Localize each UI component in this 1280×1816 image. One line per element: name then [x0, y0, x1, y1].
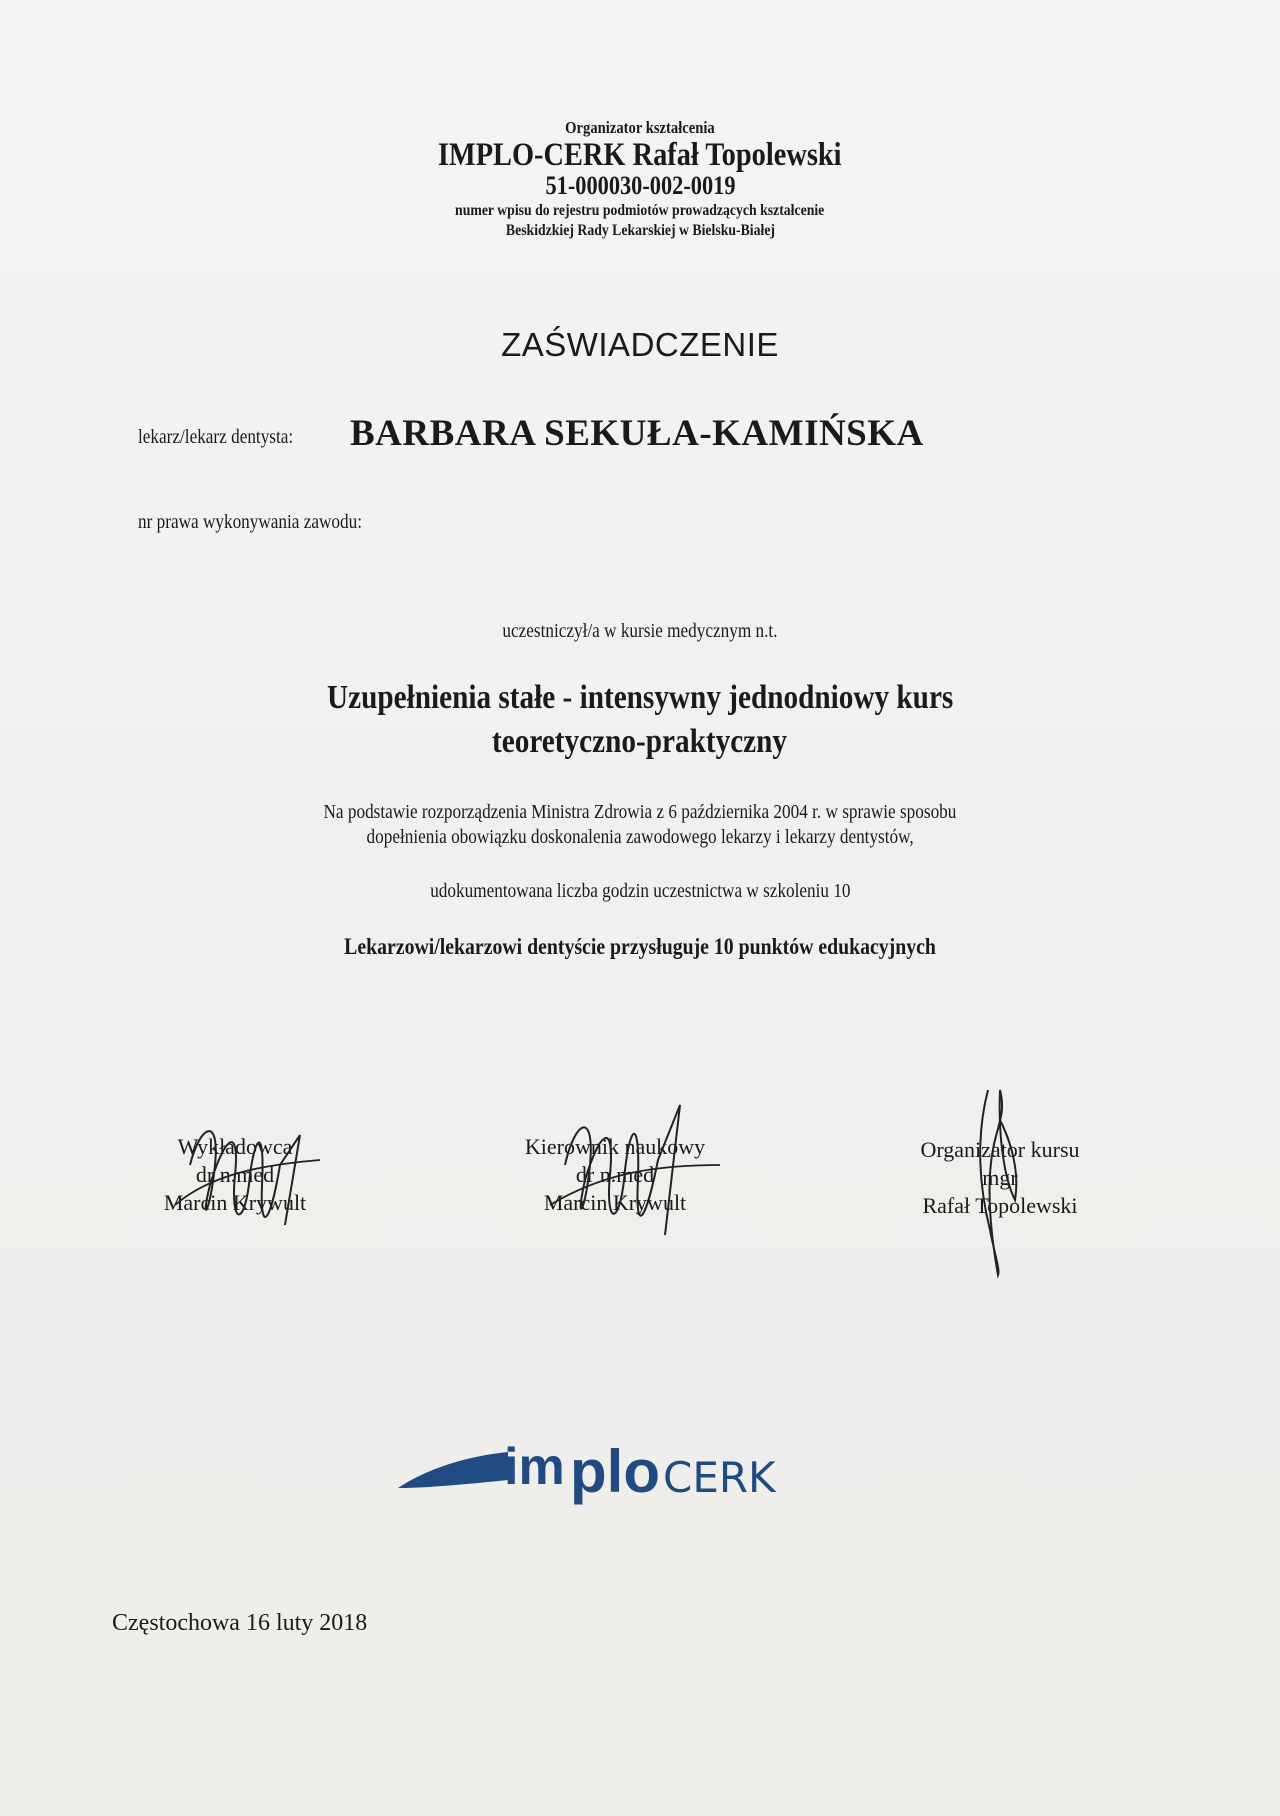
handwritten-signature-course-organizer	[960, 1080, 1040, 1280]
handwritten-signature-scientific-director	[540, 1095, 730, 1245]
signature-role: Organizator kursu	[920, 1137, 1080, 1162]
signature-name: Marcin Krywult	[163, 1190, 307, 1215]
course-title-line2: teoretyczno-praktyczny	[492, 723, 788, 760]
registry-number: 51-000030-002-0019	[544, 171, 736, 200]
license-number-label: nr prawa wykonywania zawodu:	[138, 511, 363, 533]
legal-basis-line1: Na podstawie rozporządzenia Ministra Zdrowia z 6 października 2004 r. w sprawie sposobu	[323, 801, 957, 823]
handwritten-signature-lecturer	[170, 1105, 330, 1245]
signature-role: Kierownik naukowy	[524, 1134, 706, 1159]
points-statement: Lekarzowi/lekarzowi dentyście przysługuje 10 punktów edukacyjnych	[344, 934, 936, 959]
hours-statement: udokumentowana liczba godzin uczestnictwa w szkoleniu 10	[429, 880, 851, 902]
place-and-date: Częstochowa 16 luty 2018	[112, 1610, 368, 1636]
signature-title: dr n.med	[575, 1162, 655, 1187]
registry-council: Beskidzkiej Rady Lekarskiej w Bielsku-Białej	[505, 222, 775, 239]
implocerk-logo	[398, 1428, 828, 1508]
course-intro: uczestniczył/a w kursie medycznym n.t.	[502, 620, 778, 642]
logo-text-cerk: CERK	[663, 1453, 776, 1502]
certificate-title: ZAŚWIADCZENIE	[501, 326, 779, 363]
recipient-name: BARBARA SEKUŁA-KAMIŃSKA	[350, 413, 924, 454]
logo-swoosh	[398, 1452, 508, 1488]
legal-basis-line2: dopełnienia obowiązku doskonalenia zawodowego lekarzy i lekarzy dentystów,	[366, 826, 914, 848]
signature-name: Marcin Krywult	[543, 1190, 687, 1215]
registry-description: numer wpisu do rejestru podmiotów prowadzących kształcenie	[455, 202, 825, 219]
logo-text-plo: plo	[570, 1438, 660, 1505]
signature-role: Wykładowca	[177, 1134, 293, 1159]
course-title-line1: Uzupełnienia stałe - intensywny jednodniowy kurs	[326, 679, 954, 716]
organizer-label: Organizator kształcenia	[565, 118, 715, 137]
signature-name: Rafał Topolewski	[922, 1193, 1078, 1218]
signature-title: mgr	[982, 1165, 1018, 1190]
recipient-label: lekarz/lekarz dentysta:	[138, 426, 294, 448]
logo-text-im: im	[504, 1438, 565, 1496]
organizer-name: IMPLO-CERK Rafał Topolewski	[438, 137, 842, 173]
signature-title: dr n.med	[195, 1162, 275, 1187]
